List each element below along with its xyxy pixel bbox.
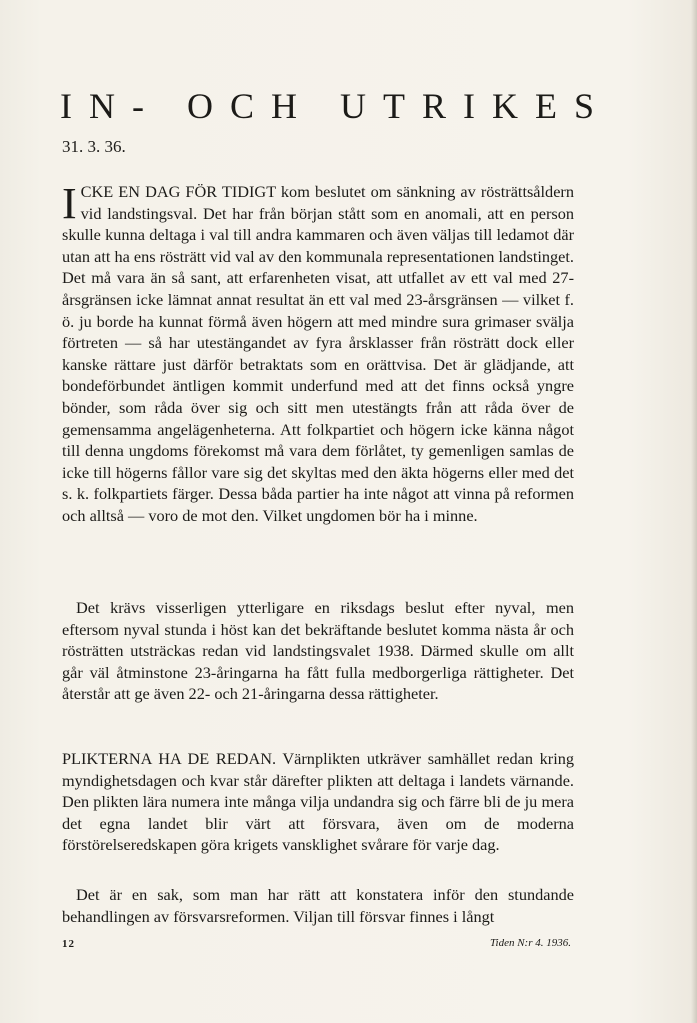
page-edge-shadow	[691, 0, 697, 1023]
drop-cap: I	[62, 179, 77, 228]
article-date: 31. 3. 36.	[62, 137, 126, 156]
issue-reference: Tiden N:r 4. 1936.	[490, 937, 571, 949]
paragraph-4: Det är en sak, som man har rätt att konstatera inför den stundande behandlingen av försvarsreformen. Viljan till försvar finnes i långt	[62, 885, 574, 926]
page-title: IN- OCH UTRIKES	[60, 86, 611, 126]
paragraph-2: Det krävs visserligen ytterligare en riksdags beslut efter nyval, men eftersom nyval stunda i höst kan det bekräftande beslutet komma nästa år och rösträtten utsträckas redan vid landstingsvalet 1938. Därmed skulle om allt går väl åtminstone 23-åringarna ha fått fulla medborgerliga rättigheter. Det återstår att ge även 22- och 21-åringarna dessa rättigheter.	[62, 598, 574, 704]
paragraph-1-text: CKE EN DAG FÖR TIDIGT kom beslutet om sänkning av rösträttsåldern vid landstingsval. Det har från början stått som en anomali, att en person skulle kunna deltaga i val till andra kammaren och även väljas till ledamot där utan att ha ens rösträtt vid val av den kommunala representationen landstinget. Det må vara än så sant, att erfarenheten visat, att utfallet av ett val med 27-årsgränsen icke lämnat annat resultat än ett val med 23-årsgränsen — vilket f. ö. ju borde ha kunnat förmå även högern att med mindre sura grimaser svälja förtreten — så har utestängandet av fyra årsklasser från rösträtt dock eller kanske rättare just därför betraktats som en orättvisa. Det är glädjande, att bondeförbundet äntligen kommit underfund med att det finns också yngre bönder, som råda över sig och sitt men utestängts från att råda över de gemensamma angelägenheterna. Att folkpartiet och högern icke känna något till denna ungdoms förekomst må vara dem förlåtet, ty gemenligen samlas de icke till högerns fållor vare sig det skyltas med den äkta högerns eller med det s. k. folkpartiets färger. Dessa båda partier ha inte något att vinna på reformen och alltså — voro de mot den. Vilket ungdomen bör ha i minne.	[62, 182, 574, 525]
paragraph-1	[62, 181, 574, 527]
paragraph-3: PLIKTERNA HA DE REDAN. Värnplikten utkräver samhället redan kring myndighetsdagen och kvar står därefter plikten att deltaga i landets värnande. Den plikten lära numera inte många vilja undandra sig och färre bli de ju mera det egna landet blir värt att försvara, även om de moderna förstörelseredskapen göra krigets vansklighet svårare för varje dag.	[62, 749, 574, 855]
page-number: 12	[62, 938, 75, 950]
